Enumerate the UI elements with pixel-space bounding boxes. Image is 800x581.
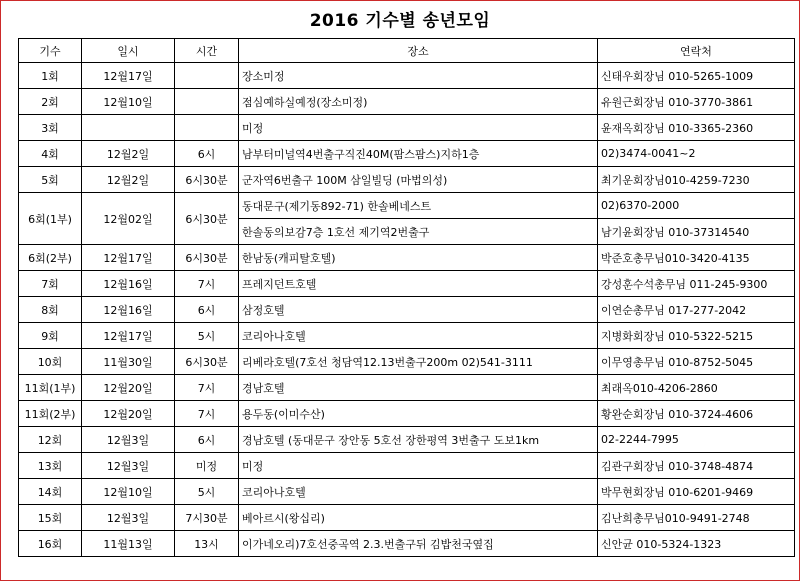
cell-time: 6시	[175, 297, 239, 323]
cell-gisu: 12회	[19, 427, 82, 453]
cell-gisu: 7회	[19, 271, 82, 297]
cell-time: 7시30분	[175, 505, 239, 531]
cell-gisu: 11회(2부)	[19, 401, 82, 427]
header-gisu: 기수	[19, 39, 82, 63]
cell-place: 이가네오리)7호선중곡역 2.3.번출구뒤 김밥천국옆집	[239, 531, 598, 557]
cell-place: 미정	[239, 453, 598, 479]
cell-contact: 김난희총무님010-9491-2748	[598, 505, 795, 531]
cell-place: 경남호텔 (동대문구 장안동 5호선 장한평역 3번출구 도보1km	[239, 427, 598, 453]
cell-time: 6시30분	[175, 349, 239, 375]
cell-gisu: 16회	[19, 531, 82, 557]
cell-gisu: 11회(1부)	[19, 375, 82, 401]
cell-contact: 윤재옥회장님 010-3365-2360	[598, 115, 795, 141]
cell-date: 12월02일	[82, 193, 175, 245]
cell-date: 12월2일	[82, 141, 175, 167]
cell-time: 5시	[175, 479, 239, 505]
cell-contact: 지병화회장님 010-5322-5215	[598, 323, 795, 349]
cell-gisu: 1회	[19, 63, 82, 89]
cell-time	[175, 63, 239, 89]
cell-date: 12월10일	[82, 89, 175, 115]
schedule-table	[18, 38, 795, 557]
cell-contact: 남기윤회장님 010-37314540	[598, 219, 795, 245]
cell-contact: 박준호총무님010-3420-4135	[598, 245, 795, 271]
cell-date: 12월2일	[82, 167, 175, 193]
cell-gisu: 6회(2부)	[19, 245, 82, 271]
cell-contact: 최래옥010-4206-2860	[598, 375, 795, 401]
table-row	[19, 401, 795, 427]
table-row	[19, 63, 795, 89]
cell-gisu: 15회	[19, 505, 82, 531]
cell-time: 7시	[175, 375, 239, 401]
cell-place: 한솔동의보감7층 1호선 제기역2번출구	[239, 219, 598, 245]
table-row	[19, 479, 795, 505]
cell-contact: 신안균 010-5324-1323	[598, 531, 795, 557]
table-row	[19, 297, 795, 323]
cell-date	[82, 115, 175, 141]
cell-contact: 강성훈수석총무님 011-245-9300	[598, 271, 795, 297]
cell-time	[175, 89, 239, 115]
cell-date: 12월10일	[82, 479, 175, 505]
table-row	[19, 505, 795, 531]
cell-contact: 신태우회장님 010-5265-1009	[598, 63, 795, 89]
table-row	[19, 245, 795, 271]
table-row	[19, 167, 795, 193]
cell-contact: 박무현회장님 010-6201-9469	[598, 479, 795, 505]
table-row	[19, 375, 795, 401]
cell-time: 7시	[175, 401, 239, 427]
table-header-row	[19, 39, 795, 63]
cell-gisu: 14회	[19, 479, 82, 505]
page-title: 2016 기수별 송년모임	[309, 11, 491, 31]
cell-place: 경남호텔	[239, 375, 598, 401]
cell-contact: 김관구회장님 010-3748-4874	[598, 453, 795, 479]
cell-date: 12월17일	[82, 323, 175, 349]
cell-contact: 이무영총무님 010-8752-5045	[598, 349, 795, 375]
cell-date: 11월13일	[82, 531, 175, 557]
cell-contact: 02-2244-7995	[598, 427, 795, 453]
table-body	[19, 63, 795, 557]
table-row	[19, 453, 795, 479]
cell-date: 12월17일	[82, 245, 175, 271]
cell-place: 코리아나호텔	[239, 323, 598, 349]
cell-date: 11월30일	[82, 349, 175, 375]
cell-gisu: 10회	[19, 349, 82, 375]
cell-place: 삼정호텔	[239, 297, 598, 323]
table-row	[19, 89, 795, 115]
cell-place: 동대문구(제기동892-71) 한솔베네스트	[239, 193, 598, 219]
cell-place: 베아르시(왕십리)	[239, 505, 598, 531]
cell-date: 12월20일	[82, 401, 175, 427]
cell-place: 용두동(이미수산)	[239, 401, 598, 427]
cell-place: 한남동(캐피탈호텔)	[239, 245, 598, 271]
cell-date: 12월17일	[82, 63, 175, 89]
cell-gisu: 4회	[19, 141, 82, 167]
cell-gisu: 8회	[19, 297, 82, 323]
cell-time: 6시30분	[175, 245, 239, 271]
table-row	[19, 323, 795, 349]
header-time: 시간	[175, 39, 239, 63]
cell-place: 프레지던트호텔	[239, 271, 598, 297]
table-row	[19, 115, 795, 141]
cell-place: 리베라호텔(7호선 청담역12.13번출구200m 02)541-3111	[239, 349, 598, 375]
cell-contact: 이연순총무님 017-277-2042	[598, 297, 795, 323]
cell-time: 6시	[175, 141, 239, 167]
cell-time: 7시	[175, 271, 239, 297]
cell-gisu: 3회	[19, 115, 82, 141]
cell-time: 5시	[175, 323, 239, 349]
cell-gisu: 13회	[19, 453, 82, 479]
cell-place: 미정	[239, 115, 598, 141]
cell-contact: 유원근회장님 010-3770-3861	[598, 89, 795, 115]
cell-time: 6시	[175, 427, 239, 453]
cell-date: 12월20일	[82, 375, 175, 401]
cell-time: 13시	[175, 531, 239, 557]
cell-place: 코리아나호텔	[239, 479, 598, 505]
cell-date: 12월3일	[82, 427, 175, 453]
table-row	[19, 141, 795, 167]
cell-gisu: 9회	[19, 323, 82, 349]
cell-time: 6시30분	[175, 167, 239, 193]
cell-gisu: 2회	[19, 89, 82, 115]
cell-date: 12월3일	[82, 453, 175, 479]
cell-contact: 황완순회장님 010-3724-4606	[598, 401, 795, 427]
header-place: 장소	[239, 39, 598, 63]
table-row	[19, 427, 795, 453]
cell-contact: 02)3474-0041~2	[598, 141, 795, 167]
cell-contact: 02)6370-2000	[598, 193, 795, 219]
header-contact: 연락처	[598, 39, 795, 63]
cell-time	[175, 115, 239, 141]
table-row	[19, 271, 795, 297]
cell-time: 6시30분	[175, 193, 239, 245]
table-row	[19, 193, 795, 219]
cell-date: 12월3일	[82, 505, 175, 531]
table-row	[19, 531, 795, 557]
cell-date: 12월16일	[82, 271, 175, 297]
table-row	[19, 349, 795, 375]
cell-date: 12월16일	[82, 297, 175, 323]
cell-gisu: 5회	[19, 167, 82, 193]
header-date: 일시	[82, 39, 175, 63]
cell-place: 남부터미널역4번출구직진40M(팜스팜스)지하1층	[239, 141, 598, 167]
cell-place: 군자역6번출구 100M 삼일빌딩 (마법의성)	[239, 167, 598, 193]
cell-contact: 최기운회장님010-4259-7230	[598, 167, 795, 193]
cell-time: 미정	[175, 453, 239, 479]
cell-gisu: 6회(1부)	[19, 193, 82, 245]
cell-place: 점심예하실예정(장소미정)	[239, 89, 598, 115]
cell-place: 장소미정	[239, 63, 598, 89]
